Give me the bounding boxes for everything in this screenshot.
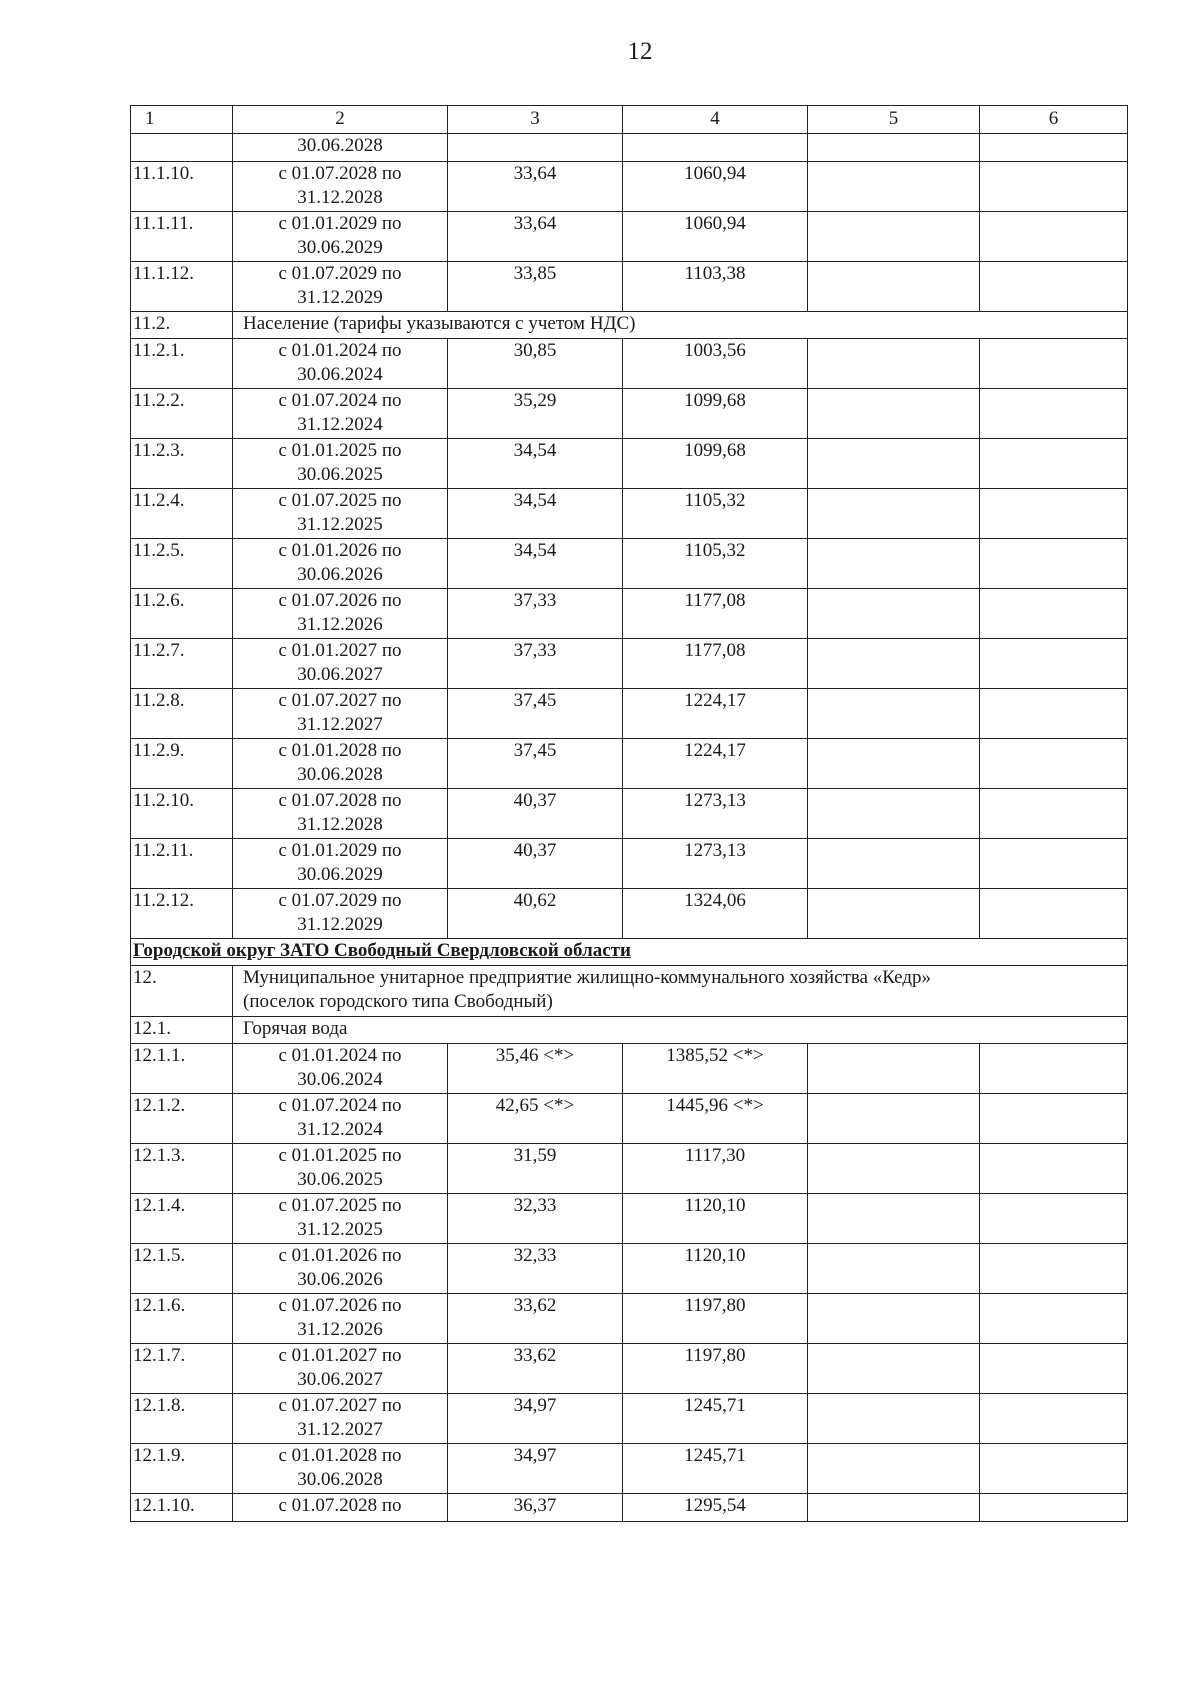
empty-cell (980, 539, 1128, 589)
value-col3: 33,85 (448, 262, 623, 312)
empty-cell (808, 589, 980, 639)
empty-cell (808, 339, 980, 389)
empty-cell (980, 639, 1128, 689)
row-number: 11.2.9. (131, 739, 233, 789)
table-row (131, 689, 1128, 739)
row-number: 11.2.3. (131, 439, 233, 489)
value-col4: 1120,10 (623, 1194, 808, 1244)
period-cell (233, 339, 448, 389)
empty-cell (808, 439, 980, 489)
row-number: 12.1.6. (131, 1294, 233, 1344)
empty-cell (980, 262, 1128, 312)
period-end: 31.12.2028 (297, 187, 383, 208)
empty-cell (808, 162, 980, 212)
value-col4: 1003,56 (623, 339, 808, 389)
empty-cell (980, 839, 1128, 889)
period-end: 31.12.2029 (297, 287, 383, 308)
empty-cell (808, 689, 980, 739)
rows-12-1 (131, 1044, 1128, 1494)
period-cell (233, 1344, 448, 1394)
header-cell: 4 (623, 106, 808, 134)
value-col4: 1103,38 (623, 262, 808, 312)
value-col3: 37,33 (448, 589, 623, 639)
period-cell (233, 839, 448, 889)
period-cell (233, 212, 448, 262)
empty-cell (808, 1094, 980, 1144)
value-col4: 1385,52 <*> (623, 1044, 808, 1094)
value-col3: 40,62 (448, 889, 623, 939)
empty-cell (980, 1294, 1128, 1344)
value-col3: 40,37 (448, 789, 623, 839)
table-row (131, 1094, 1128, 1144)
period-cell (233, 689, 448, 739)
empty-cell (980, 1394, 1128, 1444)
section-number: 12.1. (131, 1017, 233, 1044)
empty-cell (808, 539, 980, 589)
empty-cell (980, 1144, 1128, 1194)
row-number: 12.1.2. (131, 1094, 233, 1144)
header-cell: 1 (131, 106, 233, 134)
period-end: 31.12.2026 (297, 1319, 383, 1340)
row-number: 11.2.4. (131, 489, 233, 539)
org-number: 12. (131, 966, 233, 1017)
empty-cell (808, 839, 980, 889)
value-col4: 1099,68 (623, 439, 808, 489)
table-row (131, 162, 1128, 212)
period-end: 31.12.2026 (297, 614, 383, 635)
empty-cell (980, 1444, 1128, 1494)
table-header-row (131, 106, 1128, 134)
value-col3: 34,97 (448, 1394, 623, 1444)
table-row (131, 134, 1128, 162)
period-start: с 01.01.2027 по (278, 1345, 402, 1366)
value-col4: 1273,13 (623, 839, 808, 889)
empty-cell (808, 262, 980, 312)
value-col4: 1224,17 (623, 689, 808, 739)
value-col4: 1295,54 (623, 1494, 808, 1522)
period-cell (233, 1244, 448, 1294)
empty-cell (808, 389, 980, 439)
period-end: 30.06.2028 (297, 1469, 383, 1490)
row-number: 12.1.7. (131, 1344, 233, 1394)
period-start: с 01.07.2024 по (278, 1095, 402, 1116)
period-start: с 01.07.2024 по (278, 390, 402, 411)
row-number: 12.1.9. (131, 1444, 233, 1494)
org-row-12 (131, 966, 1128, 1017)
table-row (131, 212, 1128, 262)
period-end: 30.06.2026 (297, 564, 383, 585)
value-col4: 1197,80 (623, 1344, 808, 1394)
org-title-line: (поселок городского типа Свободный) (243, 991, 553, 1012)
empty-cell (808, 1344, 980, 1394)
empty-cell (980, 739, 1128, 789)
period-start: с 01.07.2029 по (278, 890, 402, 911)
period-end: 30.06.2029 (297, 237, 383, 258)
table-row (131, 589, 1128, 639)
period-start: с 01.01.2025 по (278, 1145, 402, 1166)
period-start: с 01.01.2027 по (278, 640, 402, 661)
period-cell (233, 889, 448, 939)
empty-cell (980, 212, 1128, 262)
tariff-table (130, 105, 1128, 1522)
table-row (131, 1494, 1128, 1522)
header-cell: 2 (233, 106, 448, 134)
value-col4: 1177,08 (623, 589, 808, 639)
value-col3: 30,85 (448, 339, 623, 389)
period-end: 31.12.2025 (297, 514, 383, 535)
period-cell (233, 1144, 448, 1194)
table-row (131, 539, 1128, 589)
value-col3: 35,29 (448, 389, 623, 439)
empty-cell (980, 589, 1128, 639)
period-cell (233, 439, 448, 489)
empty-cell (808, 1394, 980, 1444)
table-row (131, 1394, 1128, 1444)
value-col4: 1245,71 (623, 1444, 808, 1494)
period-end: 30.06.2028 (297, 764, 383, 785)
row-number: 11.1.11. (131, 212, 233, 262)
period-start: с 01.07.2027 по (278, 1395, 402, 1416)
header-cell: 5 (808, 106, 980, 134)
period-cell (233, 262, 448, 312)
period-cell (233, 1294, 448, 1344)
period-cell (233, 789, 448, 839)
value-col3: 37,45 (448, 739, 623, 789)
period-start: с 01.07.2025 по (278, 490, 402, 511)
row-number: 11.2.7. (131, 639, 233, 689)
row-number: 12.1.5. (131, 1244, 233, 1294)
value-col4: 1120,10 (623, 1244, 808, 1294)
org-title (233, 966, 1128, 1017)
period-cell (233, 1194, 448, 1244)
period-start: с 01.07.2026 по (278, 1295, 402, 1316)
period-start: с 01.07.2026 по (278, 590, 402, 611)
value-col4: 1445,96 <*> (623, 1094, 808, 1144)
value-col3: 33,64 (448, 212, 623, 262)
period-end: 30.06.2027 (297, 1369, 383, 1390)
period-start: с 01.01.2028 по (278, 1445, 402, 1466)
empty-cell (980, 339, 1128, 389)
value-col4: 1105,32 (623, 539, 808, 589)
empty-cell (980, 489, 1128, 539)
value-col3: 40,37 (448, 839, 623, 889)
value-col4: 1105,32 (623, 489, 808, 539)
period-start: с 01.01.2028 по (278, 740, 402, 761)
period-end: 30.06.2029 (297, 864, 383, 885)
row-number: 11.2.6. (131, 589, 233, 639)
value-col3: 33,62 (448, 1344, 623, 1394)
period-start: с 01.01.2024 по (278, 340, 402, 361)
period-start: с 01.01.2029 по (278, 840, 402, 861)
period-start: с 01.07.2028 по (278, 790, 402, 811)
period-end: 31.12.2025 (297, 1219, 383, 1240)
empty-cell (980, 162, 1128, 212)
table-row (131, 1194, 1128, 1244)
value-col3: 34,97 (448, 1444, 623, 1494)
period-end: 31.12.2028 (297, 814, 383, 835)
empty-cell (808, 1044, 980, 1094)
period-end: 31.12.2029 (297, 914, 383, 935)
period-end: 31.12.2027 (297, 714, 383, 735)
district-title: Городской округ ЗАТО Свободный Свердловской области (131, 939, 1128, 966)
empty-cell (980, 439, 1128, 489)
empty-cell (980, 1094, 1128, 1144)
empty-cell (808, 639, 980, 689)
table-row (131, 1294, 1128, 1344)
period-end: 30.06.2026 (297, 1269, 383, 1290)
period-start: с 01.01.2029 по (278, 213, 402, 234)
table-row (131, 1144, 1128, 1194)
value-col3: 37,45 (448, 689, 623, 739)
row-number: 11.2.8. (131, 689, 233, 739)
header-cell: 3 (448, 106, 623, 134)
value-col3: 33,62 (448, 1294, 623, 1344)
value-col4: 1177,08 (623, 639, 808, 689)
table-row (131, 262, 1128, 312)
period-start: с 01.01.2026 по (278, 1245, 402, 1266)
row-number: 11.2.5. (131, 539, 233, 589)
value-col4: 1060,94 (623, 212, 808, 262)
value-col4: 1099,68 (623, 389, 808, 439)
period-cell (233, 539, 448, 589)
period-end: 30.06.2027 (297, 664, 383, 685)
period-end: 31.12.2024 (297, 414, 383, 435)
table-row (131, 1444, 1128, 1494)
empty-cell (980, 889, 1128, 939)
empty-cell (808, 1294, 980, 1344)
empty-cell (808, 789, 980, 839)
period-start: с 01.01.2025 по (278, 440, 402, 461)
value-col3: 34,54 (448, 439, 623, 489)
empty-cell (980, 1194, 1128, 1244)
empty-cell (808, 489, 980, 539)
empty-cell (808, 889, 980, 939)
empty-cell (808, 739, 980, 789)
period-start: с 01.07.2028 по (278, 163, 402, 184)
table-row (131, 739, 1128, 789)
period-end: 30.06.2024 (297, 1069, 383, 1090)
row-number: 12.1.4. (131, 1194, 233, 1244)
empty-cell (980, 1244, 1128, 1294)
period-cell (233, 589, 448, 639)
table-row (131, 489, 1128, 539)
value-col3: 37,33 (448, 639, 623, 689)
empty-cell (980, 1344, 1128, 1394)
row-number: 11.2.10. (131, 789, 233, 839)
value-col3: 33,64 (448, 162, 623, 212)
org-title-line: Муниципальное унитарное предприятие жилищно-коммунального хозяйства «Кедр» (243, 967, 932, 988)
empty-cell (808, 1244, 980, 1294)
empty-cell (808, 212, 980, 262)
row-number: 12.1.1. (131, 1044, 233, 1094)
period-cell: с 01.07.2028 по (233, 1494, 448, 1522)
empty-cell (980, 1044, 1128, 1094)
value-col4: 1197,80 (623, 1294, 808, 1344)
table-row (131, 1344, 1128, 1394)
value-col4: 1224,17 (623, 739, 808, 789)
empty-cell (808, 1444, 980, 1494)
row-number: 12.1.8. (131, 1394, 233, 1444)
value-col4: 1324,06 (623, 889, 808, 939)
row-number: 11.2.2. (131, 389, 233, 439)
table-row (131, 639, 1128, 689)
row-number: 11.1.10. (131, 162, 233, 212)
value-col4: 1273,13 (623, 789, 808, 839)
section-title: Население (тарифы указываются с учетом НДС) (233, 312, 1128, 339)
value-col3: 35,46 <*> (448, 1044, 623, 1094)
period-cell (233, 1444, 448, 1494)
value-col4: 1060,94 (623, 162, 808, 212)
period-cell (233, 389, 448, 439)
table-row (131, 1044, 1128, 1094)
value-col4: 1245,71 (623, 1394, 808, 1444)
period-cell (233, 1094, 448, 1144)
row-number: 11.1.12. (131, 262, 233, 312)
empty-cell (980, 689, 1128, 739)
table-row (131, 439, 1128, 489)
period-end: 30.06.2024 (297, 364, 383, 385)
empty-cell (808, 1144, 980, 1194)
period-end: 30.06.2025 (297, 464, 383, 485)
period-cell (233, 1394, 448, 1444)
period-cell (233, 639, 448, 689)
empty-cell (980, 789, 1128, 839)
table-row (131, 839, 1128, 889)
header-cell: 6 (980, 106, 1128, 134)
period-end: 31.12.2024 (297, 1119, 383, 1140)
value-col3: 32,33 (448, 1194, 623, 1244)
value-col3: 34,54 (448, 539, 623, 589)
period-cell (233, 489, 448, 539)
section-row-11-2 (131, 312, 1128, 339)
table-row (131, 339, 1128, 389)
period-start: с 01.07.2029 по (278, 263, 402, 284)
period-cell (233, 162, 448, 212)
row-number: 11.2.11. (131, 839, 233, 889)
row-number: 11.2.12. (131, 889, 233, 939)
period-end: 31.12.2027 (297, 1419, 383, 1440)
value-col4: 1117,30 (623, 1144, 808, 1194)
section-title: Горячая вода (233, 1017, 1128, 1044)
section-number: 11.2. (131, 312, 233, 339)
district-row (131, 939, 1128, 966)
period-start: с 01.07.2027 по (278, 690, 402, 711)
period-cell (233, 739, 448, 789)
row-number: 11.2.1. (131, 339, 233, 389)
value-col3: 42,65 <*> (448, 1094, 623, 1144)
period-start: с 01.01.2024 по (278, 1045, 402, 1066)
period-cell: 30.06.2028 (233, 134, 448, 162)
table-row (131, 889, 1128, 939)
period-start: с 01.01.2026 по (278, 540, 402, 561)
empty-cell (980, 389, 1128, 439)
empty-cell (808, 1194, 980, 1244)
period-start: с 01.07.2025 по (278, 1195, 402, 1216)
period-cell (233, 1044, 448, 1094)
table-row (131, 789, 1128, 839)
row-number: 12.1.10. (131, 1494, 233, 1522)
value-col3: 32,33 (448, 1244, 623, 1294)
page-number: 12 (627, 38, 653, 65)
rows-11-2 (131, 339, 1128, 939)
section-row-12-1 (131, 1017, 1128, 1044)
table-row (131, 389, 1128, 439)
value-col3: 34,54 (448, 489, 623, 539)
rows-11-1 (131, 162, 1128, 312)
value-col3: 31,59 (448, 1144, 623, 1194)
table-row (131, 1244, 1128, 1294)
row-number: 12.1.3. (131, 1144, 233, 1194)
value-col3: 36,37 (448, 1494, 623, 1522)
period-end: 30.06.2025 (297, 1169, 383, 1190)
